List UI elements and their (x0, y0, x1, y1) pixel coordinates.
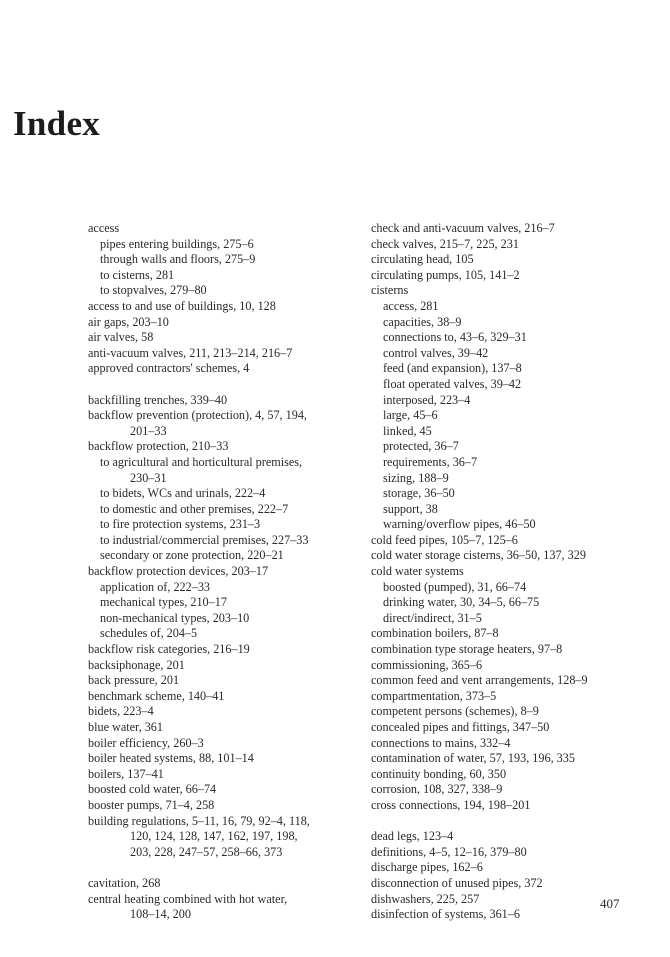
index-subentry: to agricultural and horticultural premises, (100, 454, 303, 469)
index-subentry: 120, 124, 128, 147, 162, 197, 198, (130, 829, 298, 844)
page-title: Index (13, 104, 101, 143)
index-subentry: schedules of, 204–5 (100, 626, 198, 641)
index-subentry: interposed, 223–4 (383, 392, 471, 407)
index-subentry: capacities, 38–9 (383, 314, 462, 329)
index-entry: definitions, 4–5, 12–16, 379–80 (371, 844, 527, 859)
index-entry: continuity bonding, 60, 350 (371, 766, 507, 781)
index-subentry: to industrial/commercial premises, 227–33 (100, 532, 309, 547)
index-subentry: application of, 222–33 (100, 579, 211, 594)
index-subentry: direct/indirect, 31–5 (383, 610, 482, 625)
index-entry: disconnection of unused pipes, 372 (371, 875, 543, 890)
index-subentry: storage, 36–50 (383, 486, 455, 501)
index-entry: cold feed pipes, 105–7, 125–6 (371, 532, 518, 547)
index-entry: cold water storage cisterns, 36–50, 137, 329 (371, 548, 586, 563)
index-entry: circulating head, 105 (371, 252, 474, 267)
index-entry: approved contractors' schemes, 4 (88, 361, 250, 376)
index-subentry: to stopvalves, 279–80 (100, 283, 207, 298)
index-subentry: access, 281 (383, 298, 439, 313)
index-entry: blue water, 361 (88, 720, 163, 734)
index-entry: cold water systems (371, 564, 464, 579)
index-subentry: sizing, 188–9 (383, 470, 449, 485)
index-subentry: requirements, 36–7 (383, 454, 478, 469)
index-entry: backflow protection, 210–33 (88, 439, 229, 454)
index-entry: disinfection of systems, 361–6 (371, 907, 520, 922)
index-entry: compartmentation, 373–5 (371, 688, 497, 703)
index-entry: cross connections, 194, 198–201 (371, 797, 531, 812)
index-subentry: to fire protection systems, 231–3 (100, 517, 261, 532)
index-subentry: 203, 228, 247–57, 258–66, 373 (130, 844, 283, 859)
index-entry: cavitation, 268 (88, 875, 161, 890)
index-entry: central heating combined with hot water, (88, 891, 288, 906)
index-subentry: control valves, 39–42 (383, 345, 489, 360)
index-entry: backflow protection devices, 203–17 (88, 564, 269, 579)
index-entry: benchmark scheme, 140–41 (88, 688, 225, 703)
index-subentry: 108–14, 200 (130, 907, 191, 922)
index-subentry: warning/overflow pipes, 46–50 (383, 517, 536, 532)
index-subentry: 201–33 (130, 423, 167, 438)
index-entry: circulating pumps, 105, 141–2 (371, 267, 520, 282)
index-subentry: to cisterns, 281 (100, 267, 175, 282)
index-column-right (371, 221, 633, 923)
index-subentry: feed (and expansion), 137–8 (383, 361, 522, 376)
index-subentry: protected, 36–7 (383, 439, 459, 454)
index-subentry: secondary or zone protection, 220–21 (100, 548, 284, 563)
index-subentry: linked, 45 (383, 423, 432, 438)
index-subentry: 230–31 (130, 470, 167, 485)
page-number: 407 (600, 896, 620, 911)
index-entry: concealed pipes and fittings, 347–50 (371, 720, 550, 734)
index-subentry: to domestic and other premises, 222–7 (100, 501, 289, 516)
index-entry: cisterns (371, 283, 409, 298)
index-subentry: through walls and floors, 275–9 (100, 252, 256, 267)
index-entry: check and anti-vacuum valves, 216–7 (371, 221, 555, 235)
index-subentry: support, 38 (383, 501, 438, 516)
index-subentry: large, 45–6 (383, 408, 438, 423)
index-entry: air gaps, 203–10 (88, 314, 169, 329)
index-entry: corrosion, 108, 327, 338–9 (371, 782, 503, 797)
index-entry: bidets, 223–4 (88, 704, 154, 719)
index-entry: contamination of water, 57, 193, 196, 335 (371, 751, 575, 766)
index-entry: competent persons (schemes), 8–9 (371, 704, 539, 719)
index-entry: combination boilers, 87–8 (371, 626, 499, 641)
index-subentry: pipes entering buildings, 275–6 (100, 236, 254, 251)
index-entry: check valves, 215–7, 225, 231 (371, 236, 519, 251)
index-entry: backflow risk categories, 216–19 (88, 642, 250, 657)
index-entry: boosted cold water, 66–74 (88, 782, 217, 797)
index-subentry: drinking water, 30, 34–5, 66–75 (383, 595, 540, 610)
index-entry: anti-vacuum valves, 211, 213–214, 216–7 (88, 345, 293, 360)
index-entry: boiler heated systems, 88, 101–14 (88, 751, 254, 766)
index-entry: common feed and vent arrangements, 128–9 (371, 673, 588, 688)
index-column-left (88, 221, 350, 923)
index-entry: dead legs, 123–4 (371, 829, 454, 844)
index-subentry: mechanical types, 210–17 (100, 595, 227, 610)
index-entry: connections to mains, 332–4 (371, 735, 511, 750)
index-subentry: boosted (pumped), 31, 66–74 (383, 579, 527, 594)
index-entry: backflow prevention (protection), 4, 57, 194, (88, 408, 307, 423)
index-entry: discharge pipes, 162–6 (371, 860, 483, 875)
index-entry: booster pumps, 71–4, 258 (88, 797, 215, 812)
index-entry: boilers, 137–41 (88, 766, 164, 781)
index-entry: access (88, 221, 120, 235)
index-entry: air valves, 58 (88, 330, 154, 345)
index-subentry: to bidets, WCs and urinals, 222–4 (100, 486, 266, 501)
index-entry: boiler efficiency, 260–3 (88, 735, 204, 750)
index-entry: access to and use of buildings, 10, 128 (88, 298, 276, 313)
index-entry: dishwashers, 225, 257 (371, 891, 480, 906)
index-entry: backfilling trenches, 339–40 (88, 392, 228, 407)
index-entry: building regulations, 5–11, 16, 79, 92–4, 118, (88, 813, 310, 828)
index-subentry: non-mechanical types, 203–10 (100, 610, 250, 625)
index-subentry: float operated valves, 39–42 (383, 376, 522, 391)
index-entry: back pressure, 201 (88, 673, 180, 688)
index-subentry: connections to, 43–6, 329–31 (383, 330, 527, 345)
index-entry: backsiphonage, 201 (88, 657, 185, 672)
index-entry: combination type storage heaters, 97–8 (371, 642, 563, 657)
index-entry: commissioning, 365–6 (371, 657, 483, 672)
